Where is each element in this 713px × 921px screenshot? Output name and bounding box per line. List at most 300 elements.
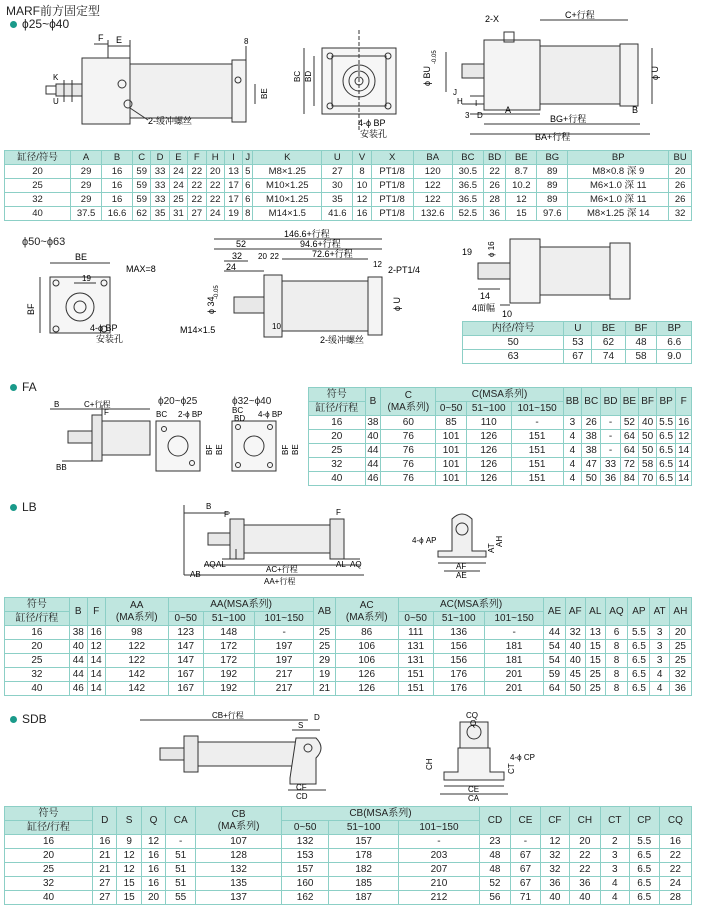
fa-head-BF: BF [639, 388, 657, 416]
table-header-cell: BE [506, 151, 537, 165]
table-row [5, 835, 692, 849]
sdb-label-Q: Q [470, 719, 477, 728]
table-cell: 54 [544, 640, 565, 654]
s1-label-Cstroke: C+行程 [565, 10, 595, 20]
s2-label-pt: 2-PT1/4 [388, 265, 421, 275]
table-cell: 122 [105, 654, 168, 668]
table-cell: 187 [329, 891, 399, 905]
table-cell: 36 [540, 877, 569, 891]
table-cell: 126 [466, 458, 511, 472]
table-cell: 6.5 [629, 877, 659, 891]
lb-head-AC-sub: (MA系列) [345, 611, 388, 623]
table-cell: 52 [479, 877, 510, 891]
table-cell: 4 [650, 668, 669, 682]
lb-head-AT: AT [650, 598, 669, 626]
sdb-head-Q: Q [141, 807, 165, 835]
table-cell: 14 [87, 654, 105, 668]
table-cell: 167 [168, 668, 203, 682]
table-cell: 56 [479, 891, 510, 905]
fa-drawings [0, 395, 310, 490]
fa-head-r2: 51~100 [466, 402, 511, 416]
table-cell: 106 [335, 640, 398, 654]
s2-label-mount: 安装孔 [96, 334, 124, 344]
table-cell: M8×1.25 [253, 165, 322, 179]
table-cell: 29 [71, 193, 102, 207]
table-row [463, 350, 692, 364]
table-cell: 38 [582, 430, 601, 444]
fa-label-F: F [104, 408, 109, 417]
table-cell: 46 [69, 682, 87, 696]
table-cell: 6.5 [629, 863, 659, 877]
table-cell: 13 [224, 165, 242, 179]
table-cell: 217 [254, 668, 314, 682]
table-cell: 25 [314, 640, 335, 654]
table-cell: 4 [563, 458, 582, 472]
table-cell: 101 [436, 458, 466, 472]
s2-label-d1: 146.6+行程 [284, 229, 330, 239]
table-cell: 203 [399, 849, 480, 863]
table-cell: 8 [353, 165, 371, 179]
fa-label-BB: BB [56, 463, 67, 472]
table-row [5, 682, 692, 696]
table-cell: 26 [483, 179, 506, 193]
table-cell: 201 [484, 682, 544, 696]
table-cell: 19 [314, 668, 335, 682]
table-cell: 16 [102, 193, 133, 207]
table-cell: 120 [413, 165, 452, 179]
table-cell: 8.7 [506, 165, 537, 179]
sdb-head-CBmsa: CB(MSA系列) [281, 807, 479, 821]
table-cell: 6 [243, 179, 253, 193]
table-cell: 16 [93, 835, 117, 849]
table-cell: 8 [605, 654, 628, 668]
section1-drawings [0, 0, 713, 150]
table-cell: 41.6 [322, 207, 353, 221]
s1-label-F: F [98, 33, 104, 43]
fa-head-r1: 0~50 [436, 402, 466, 416]
sdb-head-CB [196, 807, 282, 835]
table-cell: 4 [600, 877, 629, 891]
table-row [5, 863, 692, 877]
table-header-cell: E [169, 151, 187, 165]
table-cell: 3 [600, 863, 629, 877]
sdb-label-CT: CT [507, 763, 516, 774]
table-cell: - [601, 444, 620, 458]
table-cell: 178 [329, 849, 399, 863]
table-cell: 48 [479, 849, 510, 863]
lb-head-AP: AP [628, 598, 650, 626]
fa-head-r3: 101~150 [511, 402, 563, 416]
table-cell: 4 [563, 430, 582, 444]
table-cell: 58 [625, 350, 657, 364]
s2-label-d3: 72.6+行程 [312, 249, 353, 259]
table-header-cell: A [71, 151, 102, 165]
lb-label-AE: AE [456, 571, 467, 580]
s1-label-X: 2-X [485, 14, 500, 24]
table-cell: - [601, 430, 620, 444]
table-cell: 3 [650, 654, 669, 668]
table-cell: 20 [206, 165, 224, 179]
s1-label-BD: BD [304, 70, 313, 82]
table-row [5, 891, 692, 905]
table-header-cell: J [243, 151, 253, 165]
sdb-head-r3: 101~150 [399, 821, 480, 835]
table-row [5, 654, 692, 668]
table-cell: 33 [151, 179, 169, 193]
lb-label-AC: AC+行程 [266, 565, 298, 574]
table-cell: 46 [365, 472, 381, 486]
table-cell: 17 [224, 193, 242, 207]
table-cell: 40 [5, 682, 70, 696]
table-cell: 23 [479, 835, 510, 849]
table-cell: 50 [463, 336, 564, 350]
sdb-label-CH: CH [425, 758, 434, 770]
table-cell: 9 [117, 835, 141, 849]
fa-head-bore: 缸径/行程 [309, 402, 366, 416]
s1-label-mount: 安装孔 [360, 129, 388, 139]
table-row [309, 458, 692, 472]
sdb-head-CH: CH [569, 807, 600, 835]
s1-label-tol: -0.05 [432, 50, 438, 64]
table-cell: 24 [169, 179, 187, 193]
table-cell: 5.5 [657, 416, 676, 430]
table-cell: 137 [196, 891, 282, 905]
table-cell: 181 [484, 640, 544, 654]
table-cell: 27 [188, 207, 206, 221]
table-cell: 64 [544, 682, 565, 696]
table-cell: 38 [69, 626, 87, 640]
s2-label-20: 20 [258, 252, 267, 261]
table-cell: 52 [620, 416, 639, 430]
table-cell: 12 [676, 430, 692, 444]
bullet-icon [10, 384, 17, 391]
table-cell: 156 [433, 640, 484, 654]
table-cell: 14 [676, 472, 692, 486]
table-cell: 50 [582, 472, 601, 486]
table-cell: 29 [314, 654, 335, 668]
table-cell: 22 [483, 165, 506, 179]
table-cell: 160 [281, 877, 328, 891]
table-cell: 16 [659, 835, 691, 849]
table-cell: 50 [639, 444, 657, 458]
s1-label-U: U [53, 97, 59, 106]
table-cell: 26 [669, 179, 692, 193]
table-header-cell: BC [452, 151, 483, 165]
table-cell: 26 [669, 193, 692, 207]
lb-head-AA-main: AA [130, 599, 144, 611]
table-cell: 36 [483, 207, 506, 221]
table-cell: 53 [564, 336, 592, 350]
table-cell: 157 [329, 835, 399, 849]
table-cell: 16 [102, 165, 133, 179]
table-cell: 44 [365, 444, 381, 458]
s1-label-E: E [116, 35, 123, 45]
table-header-cell: BD [483, 151, 506, 165]
lb-head-AL: AL [585, 598, 605, 626]
table-cell: 8 [605, 668, 628, 682]
table-cell: 89 [537, 179, 568, 193]
table-cell: 192 [203, 682, 254, 696]
lb-label-F2: F [336, 508, 341, 517]
table-cell: 110 [466, 416, 511, 430]
lb-label-AB: AB [190, 570, 201, 579]
table-cell: 40 [569, 891, 600, 905]
lb-label-AQ2: AQ [350, 560, 362, 569]
table-cell: 4 [650, 682, 669, 696]
table-cell: 25 [309, 444, 366, 458]
table-cell: 176 [433, 682, 484, 696]
table-cell: 162 [281, 891, 328, 905]
fa-label-BF: BF [205, 444, 214, 455]
table-cell: 14 [676, 444, 692, 458]
table-cell: 15 [506, 207, 537, 221]
table-cell: 151 [398, 682, 433, 696]
table-cell: M8×1.25 深 14 [568, 207, 669, 221]
table-cell: 3 [600, 849, 629, 863]
lb-table [4, 597, 692, 696]
sdb-title-text: SDB [22, 712, 47, 726]
sdb-label-CB: CB+行程 [212, 711, 244, 720]
s1-label-D: D [477, 111, 483, 120]
table-cell: 6.5 [629, 891, 659, 905]
lb-head-sym: 符号 [5, 598, 70, 612]
sdb-head-S: S [117, 807, 141, 835]
table-cell: 44 [365, 458, 381, 472]
table-cell: 212 [399, 891, 480, 905]
section1-table [4, 150, 692, 221]
sdb-head-CF: CF [540, 807, 569, 835]
table-cell: 52.5 [452, 207, 483, 221]
table-cell: PT1/8 [371, 179, 413, 193]
table-cell: 27 [322, 165, 353, 179]
fa-label-BE2: BE [291, 444, 300, 455]
table-cell: 12 [87, 640, 105, 654]
table-cell: 101 [436, 472, 466, 486]
table-cell: 182 [329, 863, 399, 877]
table-header-cell: I [224, 151, 242, 165]
table-cell: 86 [335, 626, 398, 640]
table-cell: 51 [166, 849, 196, 863]
table-row [463, 336, 692, 350]
table-cell: 30.5 [452, 165, 483, 179]
table-cell: 131 [398, 654, 433, 668]
s1-label-BG: BG+行程 [550, 114, 587, 124]
table-cell: 8 [605, 682, 628, 696]
table-row [5, 668, 692, 682]
lb-head-ac-r2: 51~100 [433, 612, 484, 626]
table-cell: 22 [188, 179, 206, 193]
s2-label-BF: BF [26, 303, 36, 315]
table-cell: 33 [151, 193, 169, 207]
table-row [5, 626, 692, 640]
table-cell: 151 [511, 444, 563, 458]
table-cell: 6 [243, 193, 253, 207]
lb-label-F: F [224, 510, 229, 519]
fa-head-B: B [365, 388, 381, 416]
table-header-cell: V [353, 151, 371, 165]
lb-label-AA: AA+行程 [264, 577, 296, 586]
lb-head-ACmsa: AC(MSA系列) [398, 598, 544, 612]
table-cell: 122 [105, 640, 168, 654]
table-cell: 10 [353, 179, 371, 193]
table-cell: 4 [563, 472, 582, 486]
table-cell: 3 [650, 640, 669, 654]
s1-label-B: B [632, 105, 639, 115]
table-cell: 71 [510, 891, 540, 905]
s2-label-24: 24 [226, 262, 237, 272]
sdb-head-sym: 符号 [5, 807, 93, 821]
table-cell: 22 [659, 863, 691, 877]
table-cell: 32 [5, 668, 70, 682]
table-cell: 148 [203, 626, 254, 640]
table-cell: 36 [569, 877, 600, 891]
lb-head-ac-r1: 0~50 [398, 612, 433, 626]
sdb-head-CE: CE [510, 807, 540, 835]
sdb-label-S: S [298, 721, 304, 730]
table-cell: 36.5 [452, 179, 483, 193]
table-cell: 147 [168, 654, 203, 668]
table-cell: 20 [669, 165, 692, 179]
lb-label-AF: AF [456, 562, 467, 571]
table-cell: 201 [484, 668, 544, 682]
table-cell: 25 [5, 179, 71, 193]
lb-label-AL2: AL [336, 560, 346, 569]
table-cell: 197 [254, 640, 314, 654]
table-cell: 32 [5, 877, 93, 891]
table-cell: - [399, 835, 480, 849]
lb-head-AF: AF [565, 598, 585, 626]
table-cell: 126 [466, 472, 511, 486]
table-cell: 12 [506, 193, 537, 207]
s1-label-BC: BC [293, 70, 302, 82]
table-cell: 132 [196, 863, 282, 877]
s2-label-BP: 4-ϕ BP [90, 323, 118, 333]
fa-sub2: ϕ32~ϕ40 [232, 396, 272, 407]
lb-title-text: LB [22, 500, 37, 514]
table-cell: M6×1.0 深 11 [568, 193, 669, 207]
table-cell: 51 [166, 877, 196, 891]
fa-title-text: FA [22, 380, 37, 394]
table-cell: 128 [196, 849, 282, 863]
table-cell: 76 [381, 444, 436, 458]
table-cell: 151 [511, 458, 563, 472]
s1-label-8: 8 [244, 37, 249, 46]
lb-head-AA [105, 598, 168, 626]
table-cell: 20 [669, 626, 691, 640]
table-row [309, 444, 692, 458]
s2-label-32: 32 [232, 251, 243, 261]
lb-head-AAmsa: AA(MSA系列) [168, 598, 314, 612]
table-cell: M10×1.25 [253, 193, 322, 207]
table-cell: 2 [600, 835, 629, 849]
table-header-cell: BE [592, 322, 625, 336]
table-header-cell: BP [657, 322, 692, 336]
s2-label-cushion: 2-缓冲螺丝 [320, 335, 365, 345]
table-cell: 16 [102, 179, 133, 193]
lb-label-AH: AH [495, 535, 504, 547]
sdb-head-CB-main: CB [231, 808, 246, 820]
table-cell: M10×1.25 [253, 179, 322, 193]
s2-label-tol: -0.05 [214, 285, 220, 299]
lb-label-AL: AL [216, 560, 226, 569]
table-cell: 22 [569, 863, 600, 877]
table-cell: 40 [5, 207, 71, 221]
table-cell: 28 [659, 891, 691, 905]
sdb-head-CD: CD [479, 807, 510, 835]
table-cell: 3 [563, 416, 582, 430]
table-cell: 16 [309, 416, 366, 430]
table-cell: 16 [141, 863, 165, 877]
table-cell: 16 [87, 626, 105, 640]
table-cell: 12 [353, 193, 371, 207]
table-cell: 25 [669, 640, 691, 654]
sdb-table [4, 806, 692, 905]
lb-label-AT: AT [487, 543, 496, 553]
table-cell: 14 [676, 458, 692, 472]
table-header-cell: BU [669, 151, 692, 165]
lb-drawings [0, 495, 713, 595]
table-header-cell: BA [413, 151, 452, 165]
table-cell: 30 [322, 179, 353, 193]
table-cell: 32 [540, 849, 569, 863]
table-cell: 67 [510, 877, 540, 891]
table-header-cell: F [188, 151, 206, 165]
table-cell: 25 [5, 654, 70, 668]
table-cell: 26 [582, 416, 601, 430]
fa-head-C-main: C [404, 389, 412, 401]
sdb-head-r1: 0~50 [281, 821, 328, 835]
sdb-drawings [0, 708, 713, 803]
lb-head-AC-main: AC [359, 599, 374, 611]
fa-title [10, 380, 37, 394]
table-cell: 38 [582, 444, 601, 458]
table-cell: 33 [151, 165, 169, 179]
table-cell: 16 [141, 877, 165, 891]
table-cell: 98 [105, 626, 168, 640]
table-cell: 38 [365, 416, 381, 430]
section2-table [462, 321, 692, 364]
table-cell: 21 [93, 849, 117, 863]
fa-table [308, 387, 692, 486]
table-cell: 40 [69, 640, 87, 654]
table-cell: 20 [141, 891, 165, 905]
table-cell: 40 [5, 891, 93, 905]
table-cell: 132.6 [413, 207, 452, 221]
table-cell: 16 [141, 849, 165, 863]
table-cell: 40 [365, 430, 381, 444]
sdb-label-CA: CA [468, 794, 480, 803]
sdb-head-CP: CP [629, 807, 659, 835]
table-cell: 51 [166, 863, 196, 877]
lb-label-AP: 4-ϕ AP [412, 536, 437, 545]
table-cell: 15 [117, 877, 141, 891]
s1-label-H: H [457, 97, 463, 106]
table-cell: 45 [565, 668, 585, 682]
table-cell: 25 [585, 668, 605, 682]
table-cell: 40 [309, 472, 366, 486]
table-row [5, 165, 692, 179]
table-cell: 22 [206, 179, 224, 193]
table-cell: 36 [601, 472, 620, 486]
table-cell: 172 [203, 654, 254, 668]
table-cell: 40 [540, 891, 569, 905]
table-cell: 20 [5, 640, 70, 654]
table-cell: 70 [639, 472, 657, 486]
table-header-cell: 内径/符号 [463, 322, 564, 336]
table-cell: 72 [620, 458, 639, 472]
table-cell: 76 [381, 430, 436, 444]
table-row [5, 207, 692, 221]
